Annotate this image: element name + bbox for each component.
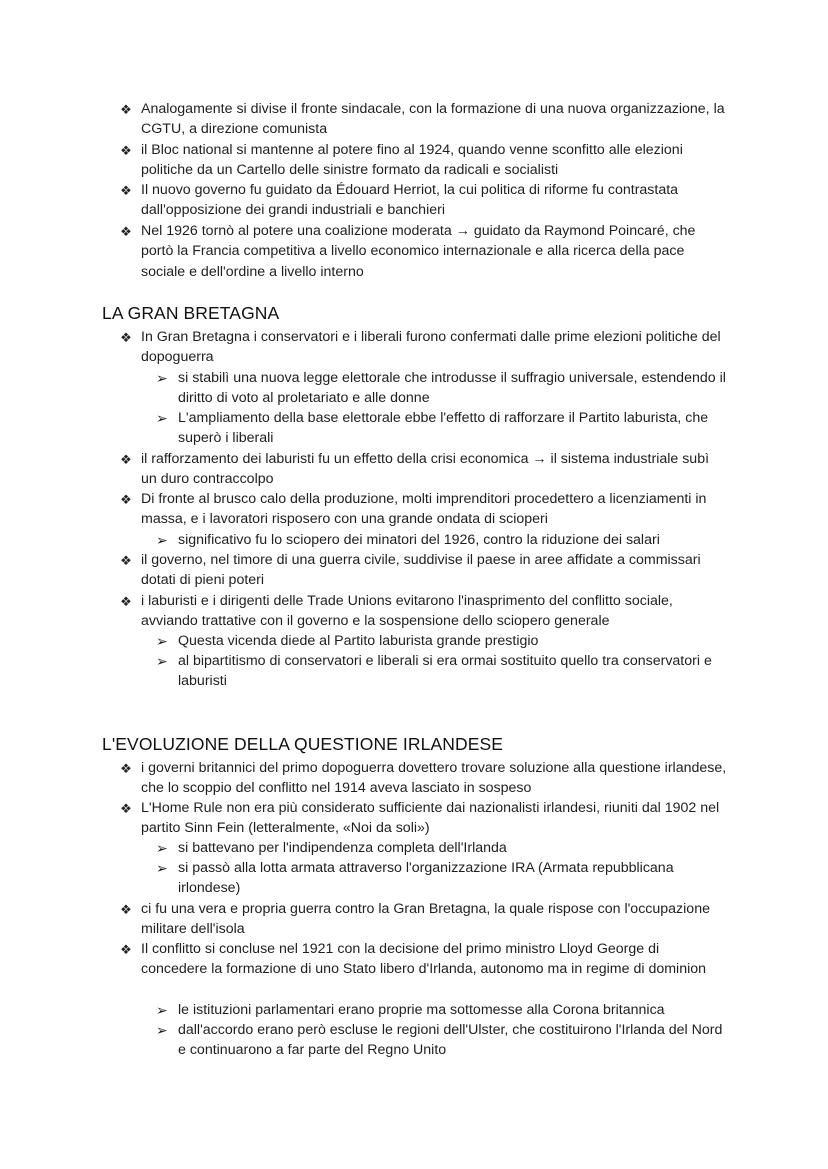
list-item xyxy=(118,489,728,530)
list-item-text: si passò alla lotta armata attraverso l'organizzazione IRA (Armata repubblicana irlondese) xyxy=(178,860,674,897)
arrowhead-bullet-icon: ➢ xyxy=(156,633,168,649)
list-item-text: Questa vicenda diede al Partito laburista grande prestigio xyxy=(178,633,539,649)
arrowhead-bullet-icon: ➢ xyxy=(156,653,168,669)
sub-list-item xyxy=(156,1000,728,1020)
diamond-star-bullet-icon: ❖ xyxy=(120,801,132,816)
arrowhead-bullet-icon: ➢ xyxy=(156,840,168,856)
list-item-text: i laburisti e i dirigenti delle Trade Unions evitarono l'inasprimento del conflitto sociale, avviando trattative con il governo e la sospensione dello sciopero generale xyxy=(141,593,673,630)
list-item xyxy=(118,140,728,181)
arrowhead-bullet-icon: ➢ xyxy=(156,1002,168,1018)
list-item-text: i governi britannici del primo dopoguerra dovettero trovare soluzione alla questione irlandese, che lo scoppio del conflitto nel 1914 aveva lasciato in sospeso xyxy=(141,760,727,797)
list-item xyxy=(118,221,728,282)
list-item-text: le istituzioni parlamentari erano proprie ma sottomesse alla Corona britannica xyxy=(178,1002,665,1018)
sub-list-item xyxy=(156,1020,728,1061)
section-heading-questione-irlandese: L'EVOLUZIONE DELLA QUESTIONE IRLANDESE xyxy=(102,734,504,754)
list-item xyxy=(118,939,728,980)
list-item-text: dall'accordo erano però escluse le regioni dell'Ulster, che costituirono l'Irlanda del Nord e continuarono a far parte del Regno Unito xyxy=(178,1022,723,1059)
section-heading-gran-bretagna: LA GRAN BRETAGNA xyxy=(102,303,280,323)
arrowhead-bullet-icon: ➢ xyxy=(156,1022,168,1038)
list-item-text: il governo, nel timore di una guerra civile, suddivise il paese in aree affidate a commissari dotati di pieni poteri xyxy=(141,552,701,589)
list-item-text: il Bloc national si mantenne al potere fino al 1924, quando venne sconfitto alle elezioni politiche da un Cartello delle sinistre formato da radicali e socialisti xyxy=(141,142,683,179)
sub-list-item xyxy=(156,651,728,692)
arrowhead-bullet-icon: ➢ xyxy=(156,860,168,876)
diamond-star-bullet-icon: ❖ xyxy=(120,330,132,345)
list-item xyxy=(118,798,728,839)
list-item-text: significativo fu lo sciopero dei minatori del 1926, contro la riduzione dei salari xyxy=(178,532,660,548)
list-item xyxy=(118,550,728,591)
list-item xyxy=(118,180,728,221)
diamond-star-bullet-icon: ❖ xyxy=(120,553,132,568)
diamond-star-bullet-icon: ❖ xyxy=(120,942,132,957)
diamond-star-bullet-icon: ❖ xyxy=(120,224,132,239)
diamond-star-bullet-icon: ❖ xyxy=(120,902,132,917)
arrowhead-bullet-icon: ➢ xyxy=(156,370,168,386)
list-item-text: si battevano per l'indipendenza completa dell'Irlanda xyxy=(178,840,507,856)
diamond-star-bullet-icon: ❖ xyxy=(120,143,132,158)
sub-list-item xyxy=(156,368,728,409)
arrowhead-bullet-icon: ➢ xyxy=(156,410,168,426)
list-item-text: Nel 1926 tornò al potere una coalizione moderata → guidato da Raymond Poincaré, che portò la Francia competitiva a livello economico internazionale e alla ricerca della pace sociale e dell'ordine a livello interno xyxy=(141,223,696,280)
arrowhead-bullet-icon: ➢ xyxy=(156,532,168,548)
sub-list-item xyxy=(156,858,728,899)
list-item-text: ci fu una vera e propria guerra contro la Gran Bretagna, la quale rispose con l'occupazione militare dell'isola xyxy=(141,901,710,938)
diamond-star-bullet-icon: ❖ xyxy=(120,452,132,467)
sub-list-item xyxy=(156,530,728,550)
list-item-text: Analogamente si divise il fronte sindacale, con la formazione di una nuova organizzazione, la CGTU, a direzione comunista xyxy=(141,101,725,138)
sub-list-item xyxy=(156,838,728,858)
list-item xyxy=(118,758,728,799)
list-item xyxy=(118,899,728,940)
list-item-text: il rafforzamento dei laburisti fu un effetto della crisi economica → il sistema industriale subì un duro contraccolpo xyxy=(141,451,710,488)
list-item-text: L'Home Rule non era più considerato sufficiente dai nazionalisti irlandesi, riuniti dal 1902 nel partito Sinn Fein (letteralmente, «Noi da soli») xyxy=(141,800,720,837)
list-item-text: al bipartitismo di conservatori e liberali si era ormai sostituito quello tra conservatori e laburisti xyxy=(178,653,712,690)
list-item xyxy=(118,449,728,490)
list-item-text: L'ampliamento della base elettorale ebbe l'effetto di rafforzare il Partito laburista, che superò i liberali xyxy=(178,410,709,447)
diamond-star-bullet-icon: ❖ xyxy=(120,594,132,609)
diamond-star-bullet-icon: ❖ xyxy=(120,183,132,198)
list-item xyxy=(118,591,728,632)
list-item-text: Di fronte al brusco calo della produzione, molti imprenditori procedettero a licenziamenti in massa, e i lavoratori risposero con una grande ondata di scioperi xyxy=(141,491,707,528)
list-item xyxy=(118,327,728,368)
list-item-text: Il nuovo governo fu guidato da Édouard Herriot, la cui politica di riforme fu contrastata dall'opposizione dei grandi industriali e banchieri xyxy=(141,182,679,219)
list-item-text: Il conflitto si concluse nel 1921 con la decisione del primo ministro Lloyd George di concedere la formazione di uno Stato libero d'Irlanda, autonomo ma in regime di dominion xyxy=(141,941,707,978)
sub-list-item xyxy=(156,631,728,651)
list-item xyxy=(118,99,728,140)
diamond-star-bullet-icon: ❖ xyxy=(120,761,132,776)
sub-list-item xyxy=(156,408,728,449)
list-item-text: In Gran Bretagna i conservatori e i liberali furono confermati dalle prime elezioni politiche del dopoguerra xyxy=(141,329,721,366)
diamond-star-bullet-icon: ❖ xyxy=(120,102,132,117)
list-item-text: si stabilì una nuova legge elettorale che introdusse il suffragio universale, estendendo il diritto di voto al proletariato e alle donne xyxy=(178,370,726,407)
diamond-star-bullet-icon: ❖ xyxy=(120,492,132,507)
